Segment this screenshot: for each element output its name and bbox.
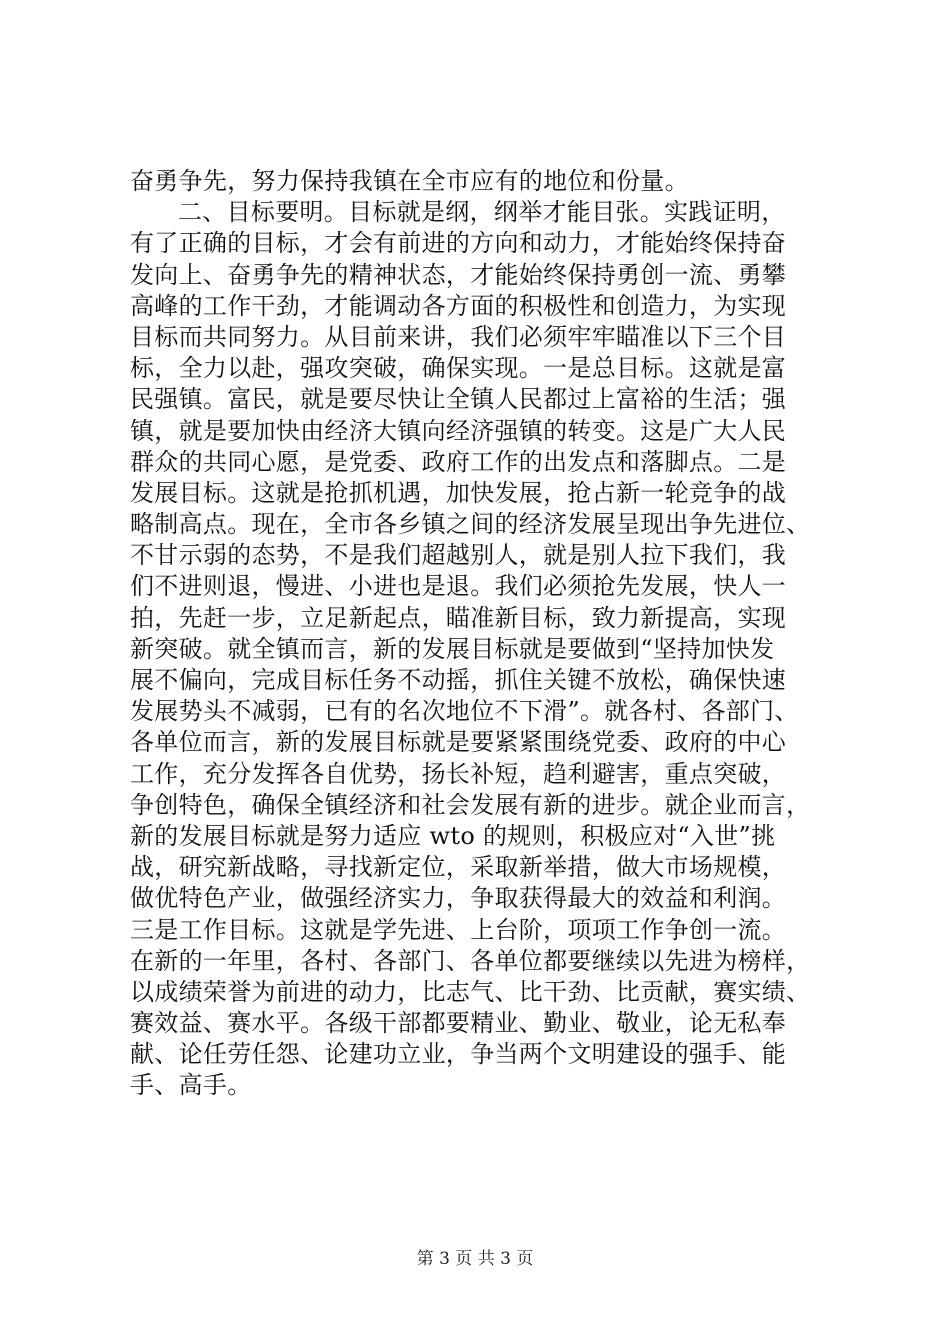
text-line: 镇，就是要加快由经济大镇向经济强镇的转变。这是广大人民 xyxy=(130,416,787,445)
page-number-label: 第 3 页 共 3 页 xyxy=(416,1249,534,1269)
text-line: 标，全力以赴，强攻突破，确保实现。一是总目标。这就是富 xyxy=(130,354,787,383)
text-line: 群众的共同心愿，是党委、政府工作的出发点和落脚点。二是 xyxy=(130,447,787,476)
text-line: 新突破。就全镇而言，新的发展目标就是要做到“坚持加快发 xyxy=(130,634,775,663)
text-line: 民强镇。富民，就是要尽快让全镇人民都过上富裕的生活；强 xyxy=(130,385,787,414)
text-line: 赛效益、赛水平。各级干部都要精业、勤业、敬业，论无私奉 xyxy=(130,1009,787,1038)
text-line: 拍，先赶一步，立足新起点，瞄准新目标，致力新提高，实现 xyxy=(130,603,787,632)
text-line: 三是工作目标。这就是学先进、上台阶，项项工作争创一流。 xyxy=(130,915,787,944)
text-line: 做优特色产业，做强经济实力，争取获得最大的效益和利润。 xyxy=(130,884,787,913)
text-line: 目标而共同努力。从目前来讲，我们必须牢牢瞄准以下三个目 xyxy=(130,322,787,351)
text-line-indented: 二、目标要明。目标就是纲，纲举才能目张。实践证明， xyxy=(178,198,786,227)
text-line: 发展目标。这就是抢抓机遇，加快发展，抢占新一轮竞争的战 xyxy=(130,478,787,507)
page-footer xyxy=(0,1244,950,1269)
text-line: 有了正确的目标，才会有前进的方向和动力，才能始终保持奋 xyxy=(130,229,787,258)
text-line: 略制高点。现在，全市各乡镇之间的经济发展呈现出争先进位、 xyxy=(130,510,811,539)
text-line: 高峰的工作干劲，才能调动各方面的积极性和创造力，为实现 xyxy=(130,291,787,320)
body-text xyxy=(130,166,830,1102)
text-line: 争创特色，确保全镇经济和社会发展有新的进步。就企业而言， xyxy=(130,790,811,819)
text-line: 发向上、奋勇争先的精神状态，才能始终保持勇创一流、勇攀 xyxy=(130,260,787,289)
text-line: 献、论任劳任怨、论建功立业，争当两个文明建设的强手、能 xyxy=(130,1040,787,1069)
text-line: 工作，充分发挥各自优势，扬长补短，趋利避害，重点突破， xyxy=(130,759,787,788)
text-line: 战，研究新战略，寻找新定位，采取新举措，做大市场规模， xyxy=(130,853,787,882)
text-line: 奋勇争先，努力保持我镇在全市应有的地位和份量。 xyxy=(130,167,689,195)
text-line: 们不进则退，慢进、小进也是退。我们必须抢先发展，快人一 xyxy=(130,572,787,601)
text-line: 在新的一年里，各村、各部门、各单位都要继续以先进为榜样， xyxy=(130,946,811,975)
text-line: 展不偏向，完成目标任务不动摇，抓住关键不放松，确保快速 xyxy=(130,666,787,694)
text-line: 不甘示弱的态势，不是我们超越别人，就是别人拉下我们，我 xyxy=(130,541,787,570)
text-line: 各单位而言，新的发展目标就是要紧紧围绕党委、政府的中心 xyxy=(130,728,787,757)
text-line: 发展势头不减弱，已有的名次地位不下滑”。就各村、各部门、 xyxy=(130,697,799,726)
text-line: 以成绩荣誉为前进的动力，比志气、比干劲、比贡献，赛实绩、 xyxy=(130,977,811,1006)
text-line: 手、高手。 xyxy=(130,1071,252,1100)
text-line: 新的发展目标就是努力适应 wto 的规则，积极应对“入世”挑 xyxy=(130,821,776,850)
